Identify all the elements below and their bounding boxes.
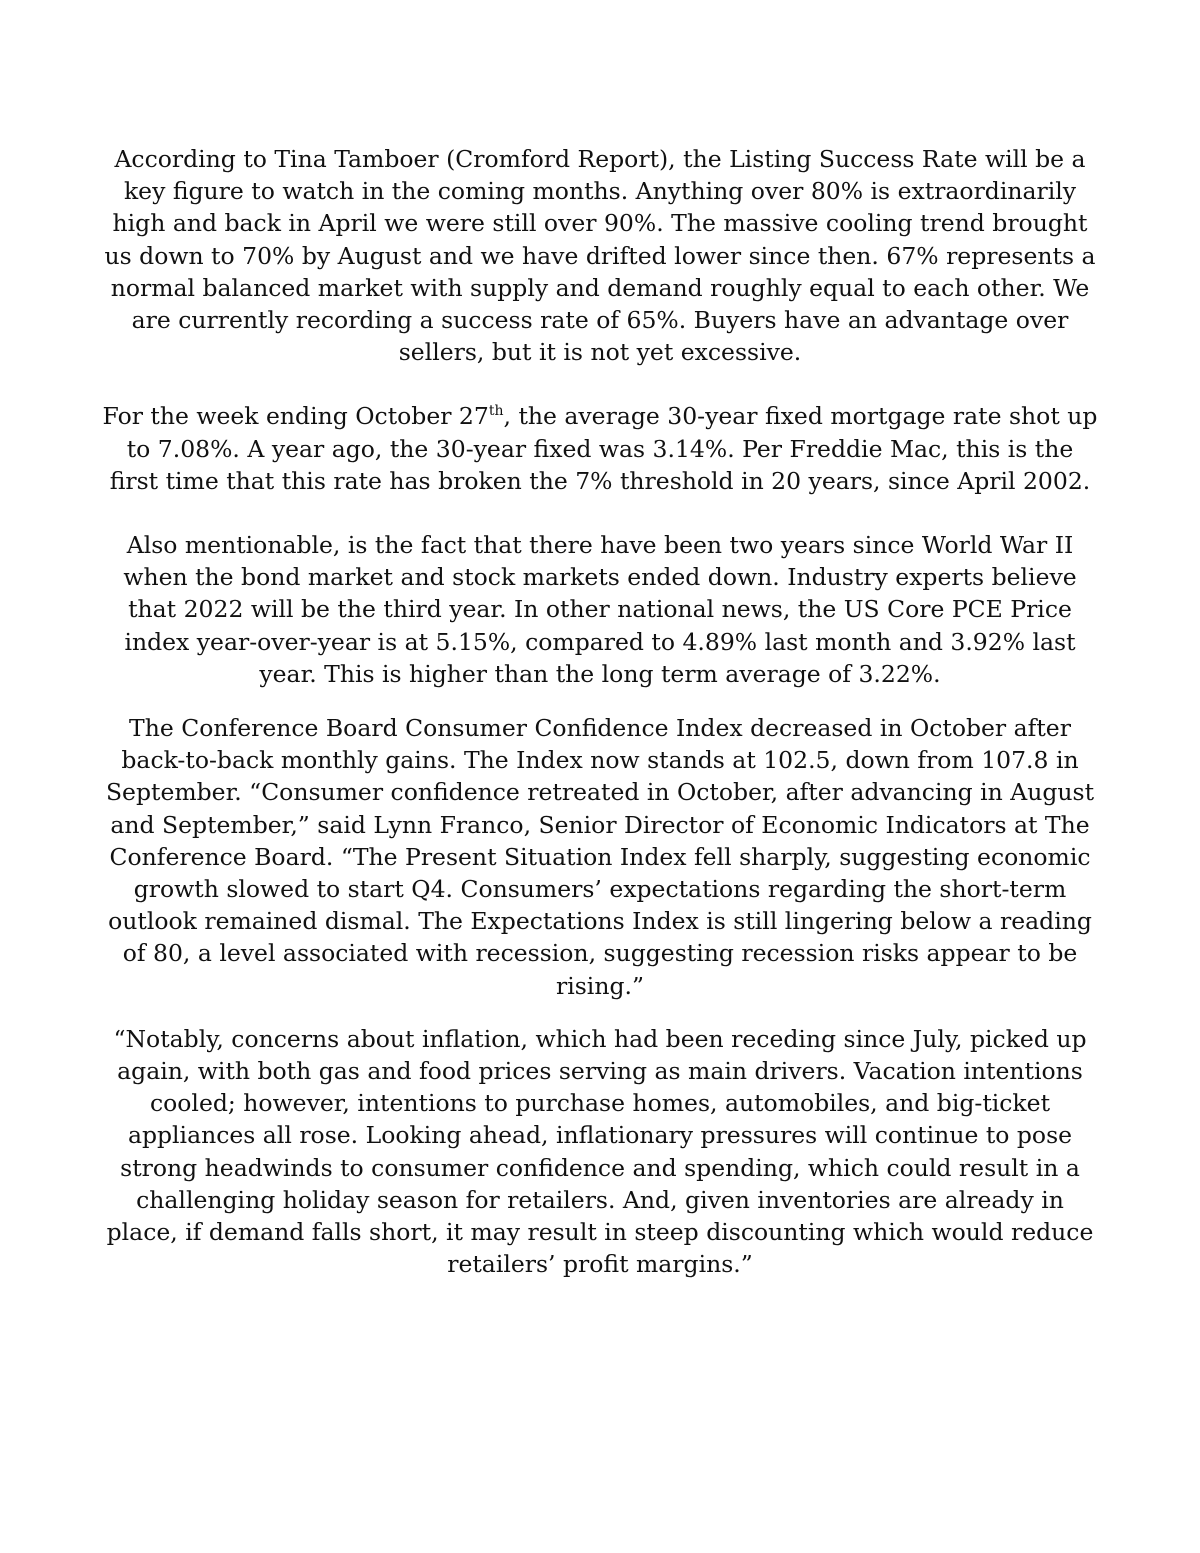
paragraph-text: According to Tina Tamboer (Cromford Report), the Listing Success Rate will be a key figure to watch in the coming months. Anything over 80% is extraordinarily high and back in April we were still over 90%. The massive cooling trend brought us down to 70% by August and we have drifted lower since then. 67% represents a normal balanced market with supply and demand roughly equal to each other. We are currently recording a success rate of 65%. Buyers have an advantage over sellers, but it is not yet excessive. (104, 145, 1096, 367)
paragraph-text: Also mentionable, is the fact that there have been two years since World War II when the bond market and stock markets ended down. Industry experts believe that 2022 will be the third year. In other national news, the US Core PCE Price index year-over-year is at 5.15%, compared to 4.89% last month and 3.92% last year. This is higher than the long term average of 3.22%. (123, 531, 1077, 688)
paragraph-text-end: , the average 30-year fixed mortgage rate shot up to 7.08%. A year ago, the 30-year fixed was 3.14%. Per Freddie Mac, this is the first time that this rate has broken the 7% threshold in 20 years, since April 2002. (109, 402, 1098, 495)
paragraph-inflation-quote (100, 1023, 1100, 1281)
paragraph-text: The Conference Board Consumer Confidence Index decreased in October after back-to-back monthly gains. The Index now stands at 102.5, down from 107.8 in September. “Consumer confidence retreated in October, after advancing in August and September,” said Lynn Franco, Senior Director of Economic Indicators at The Conference Board. “The Present Situation Index fell sharply, suggesting economic growth slowed to start Q4. Consumers’ expectations regarding the short-term outlook remained dismal. The Expectations Index is still lingering below a reading of 80, a level associated with recession, suggesting recession risks appear to be rising.” (105, 714, 1095, 1000)
paragraph-text-start: For the week ending October 27 (102, 402, 489, 431)
paragraph-market-news (100, 529, 1100, 690)
ordinal-superscript: th (488, 403, 504, 420)
paragraph-listing-success-rate (100, 143, 1100, 368)
document-body (100, 143, 1100, 1281)
paragraph-text: “Notably, concerns about inflation, which had been receding since July, picked up again, with both gas and food prices serving as main drivers. Vacation intentions cooled; however, intentions to purchase homes, automobiles, and big-ticket appliances all rose. Looking ahead, inflationary pressures will continue to pose strong headwinds to consumer confidence and spending, which could result in a challenging holiday season for retailers. And, given inventories are already in place, if demand falls short, it may result in steep discounting which would reduce retailers’ profit margins.” (106, 1024, 1094, 1279)
paragraph-mortgage-rate (100, 400, 1100, 497)
paragraph-consumer-confidence (100, 712, 1100, 1002)
